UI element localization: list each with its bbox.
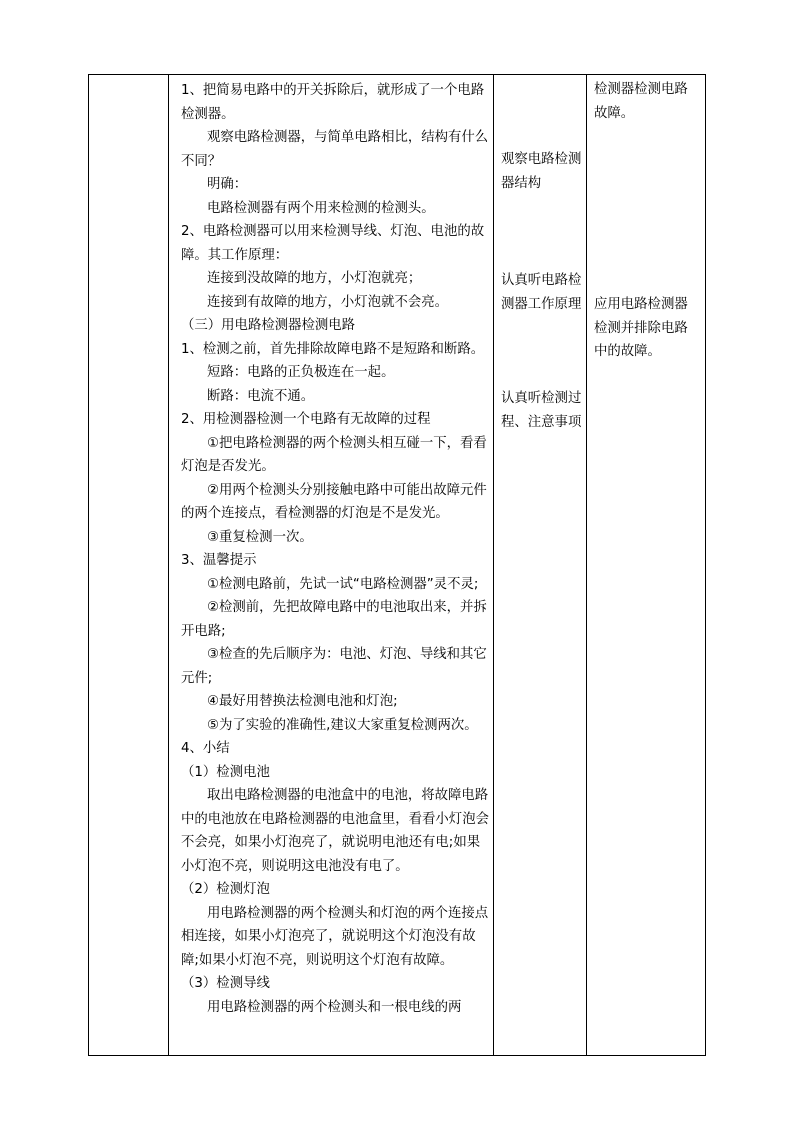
content-paragraph: 取出电路检测器的电池盒中的电池，将故障电路中的电池放在电路检测器的电池盒里，看看小灯泡会不会亮，如果小灯泡亮了，就说明电池还有电;如果小灯泡不亮，则说明这电池没有电了。: [181, 788, 489, 874]
content-paragraph: 1、把简易电路中的开关拆除后，就形成了一个电路检测器。: [181, 83, 485, 122]
student-activity-listen-principle: 认真听电路检测器工作原理: [501, 273, 582, 312]
content-paragraph: ③检查的先后顺序为：电池、灯泡、导线和其它元件;: [181, 647, 487, 686]
design-intent-detect: 检测器检测电路故障。: [594, 82, 688, 121]
content-paragraph: ④最好用替换法检测电池和灯泡;: [207, 694, 398, 709]
content-paragraph: （1）检测电池: [181, 764, 270, 780]
content-paragraph: 用电路检测器的两个检测头和一根电线的两: [207, 999, 462, 1015]
content-paragraph: 2、用检测器检测一个电路有无故障的过程: [181, 412, 431, 427]
content-paragraph: 4、小结: [181, 741, 230, 756]
content-paragraph: ③重复检测一次。: [207, 529, 313, 545]
content-paragraph: ②用两个检测头分别接触电路中可能出故障元件的两个连接点，看检测器的灯泡是不是发光。: [181, 482, 487, 521]
content-paragraph: 连接到没故障的地方，小灯泡就亮；: [207, 271, 422, 286]
content-paragraph: （2）检测灯泡: [181, 882, 270, 897]
content-paragraph: 短路：电路的正负极连在一起。: [207, 365, 395, 380]
content-paragraph: ⑤为了实验的准确性,建议大家重复检测两次。: [207, 717, 478, 733]
content-paragraph: 断路：电流不通。: [207, 388, 315, 404]
content-paragraph: （3）检测导线: [181, 976, 270, 991]
content-paragraph: 1、检测之前，首先排除故障电路不是短路和断路。: [181, 341, 485, 357]
content-paragraph: 观察电路检测器，与简单电路相比，结构有什么不同？: [181, 130, 489, 169]
teaching-content-cell: [169, 75, 494, 1019]
design-intent-apply: 应用电路检测器检测并排除电路中的故障。: [594, 297, 688, 359]
content-paragraph: 明确：: [207, 177, 248, 192]
content-paragraph: （三）用电路检测器检测电路: [181, 318, 356, 333]
student-activity-observe: 观察电路检测器结构: [501, 152, 582, 191]
content-paragraph: 连接到有故障的地方，小灯泡就不会亮。: [207, 294, 449, 310]
content-paragraph: 2、电路检测器可以用来检测导线、灯泡、电池的故障。其工作原理：: [181, 224, 485, 263]
content-paragraph: ①把电路检测器的两个检测头相互碰一下，看看灯泡是否发光。: [181, 435, 487, 474]
content-paragraph: 3、温馨提示: [181, 553, 257, 568]
lesson-table: [88, 74, 706, 1056]
column-divider: [586, 75, 587, 1055]
content-paragraph: ①检测电路前，先试一试“电路检测器”灵不灵;: [207, 576, 479, 592]
content-paragraph: 用电路检测器的两个检测头和灯泡的两个连接点相连接，如果小灯泡亮了，就说明这个灯泡没有故障;如果小灯泡不亮，则说明这个灯泡有故障。: [181, 905, 489, 968]
content-paragraph: 电路检测器有两个用来检测的检测头。: [207, 200, 435, 216]
student-activity-listen-process: 认真听检测过程、注意事项: [501, 391, 582, 430]
content-paragraph: ②检测前，先把故障电路中的电池取出来，并拆开电路;: [181, 600, 487, 639]
